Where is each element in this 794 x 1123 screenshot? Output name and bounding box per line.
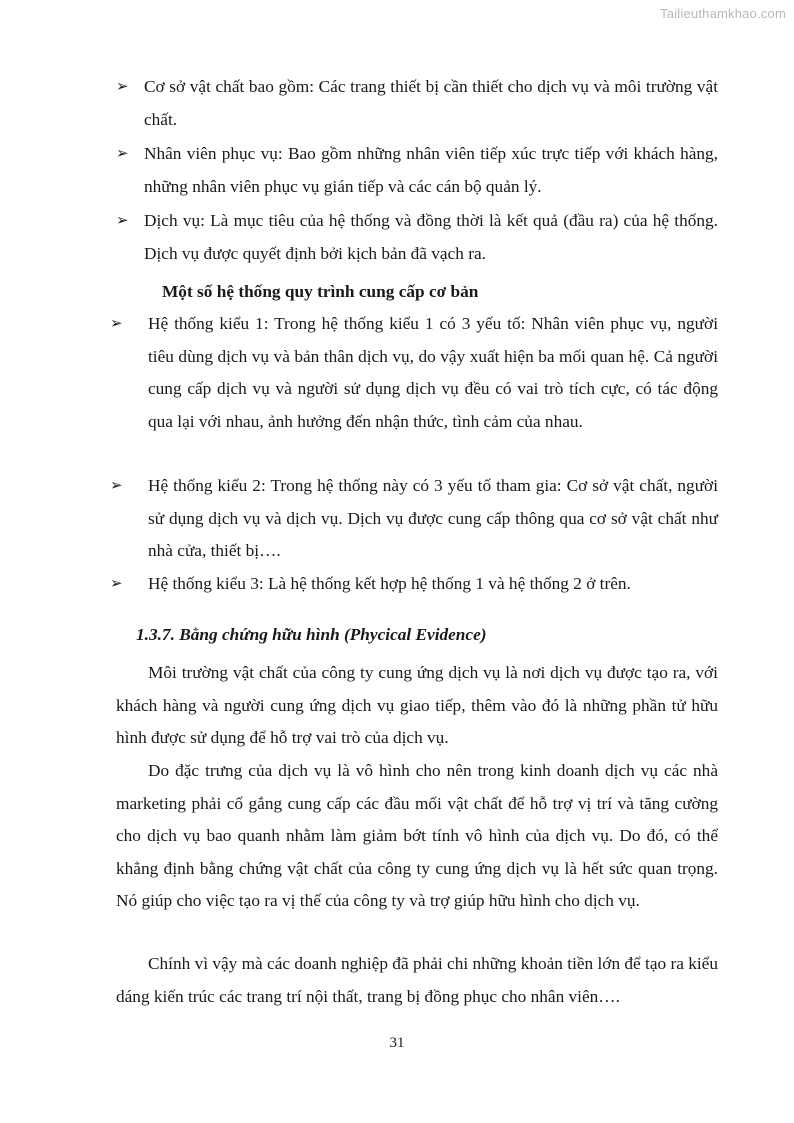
arrow-bullet-icon: ➢: [110, 478, 123, 494]
bullet-text: Dịch vụ: Là mục tiêu của hệ thống và đồng thời là kết quả (đầu ra) của hệ thống. Dịch vụ được quyết định bởi kịch bản đã vạch ra.: [144, 211, 718, 263]
bullet-text: Cơ sở vật chất bao gồm: Các trang thiết bị cần thiết cho dịch vụ và môi trường vật chất.: [144, 77, 718, 129]
bullet-text: Hệ thống kiểu 1: Trong hệ thống kiểu 1 có 3 yếu tố: Nhân viên phục vụ, người tiêu dùng dịch vụ và bản thân dịch vụ, do vậy xuất hiện ba mối quan hệ. Cả người cung cấp dịch vụ và người sử dụng dịch vụ đều có vai trò tích cực, có tác động qua lại với nhau, ảnh hưởng đến nhận thức, tình cảm của nhau.: [148, 314, 718, 431]
subheading: Một số hệ thống quy trình cung cấp cơ bản: [162, 282, 479, 301]
bullet-text: Hệ thống kiểu 3: Là hệ thống kết hợp hệ thống 1 và hệ thống 2 ở trên.: [148, 574, 631, 593]
arrow-bullet-icon: ➢: [110, 576, 123, 592]
arrow-bullet-icon: ➢: [110, 316, 123, 332]
paragraph: Do đặc trưng của dịch vụ là vô hình cho nên trong kinh doanh dịch vụ các nhà marketing phải cố gắng cung cấp các đầu mối vật chất để hỗ trợ vị trí và tăng cường cho dịch vụ bao quanh nhằm làm giảm bớt tính vô hình của dịch vụ. Do đó, có thể khẳng định bằng chứng vật chất của công ty cung ứng dịch vụ là hết sức quan trọng. Nó giúp cho việc tạo ra vị thế của công ty và trợ giúp hữu hình cho dịch vụ.: [116, 761, 718, 911]
bullet-text: Nhân viên phục vụ: Bao gồm những nhân viên tiếp xúc trực tiếp với khách hàng, những nhân viên phục vụ gián tiếp và các cán bộ quản lý.: [144, 144, 718, 196]
page-number: 31: [389, 1035, 405, 1051]
watermark: Tailieuthamkhao.com: [660, 6, 786, 21]
arrow-bullet-icon: ➢: [116, 79, 129, 95]
paragraph: Môi trường vật chất của công ty cung ứng dịch vụ là nơi dịch vụ được tạo ra, với khách hàng và người cung ứng dịch vụ giao tiếp, thêm vào đó là những phần tử hữu hình được sử dụng để hỗ trợ vai trò của dịch vụ.: [116, 663, 718, 748]
arrow-bullet-icon: ➢: [116, 213, 129, 229]
arrow-bullet-icon: ➢: [116, 146, 129, 162]
section-title: 1.3.7. Bằng chứng hữu hình (Phycical Evidence): [136, 625, 487, 644]
bullet-text: Hệ thống kiểu 2: Trong hệ thống này có 3 yếu tố tham gia: Cơ sở vật chất, người sử dụng dịch vụ và dịch vụ. Dịch vụ được cung cấp thông qua cơ sở vật chất như nhà cửa, thiết bị….: [148, 476, 718, 560]
paragraph: Chính vì vậy mà các doanh nghiệp đã phải chi những khoản tiền lớn để tạo ra kiểu dáng kiến trúc các trang trí nội thất, trang bị đồng phục cho nhân viên….: [116, 954, 718, 1006]
